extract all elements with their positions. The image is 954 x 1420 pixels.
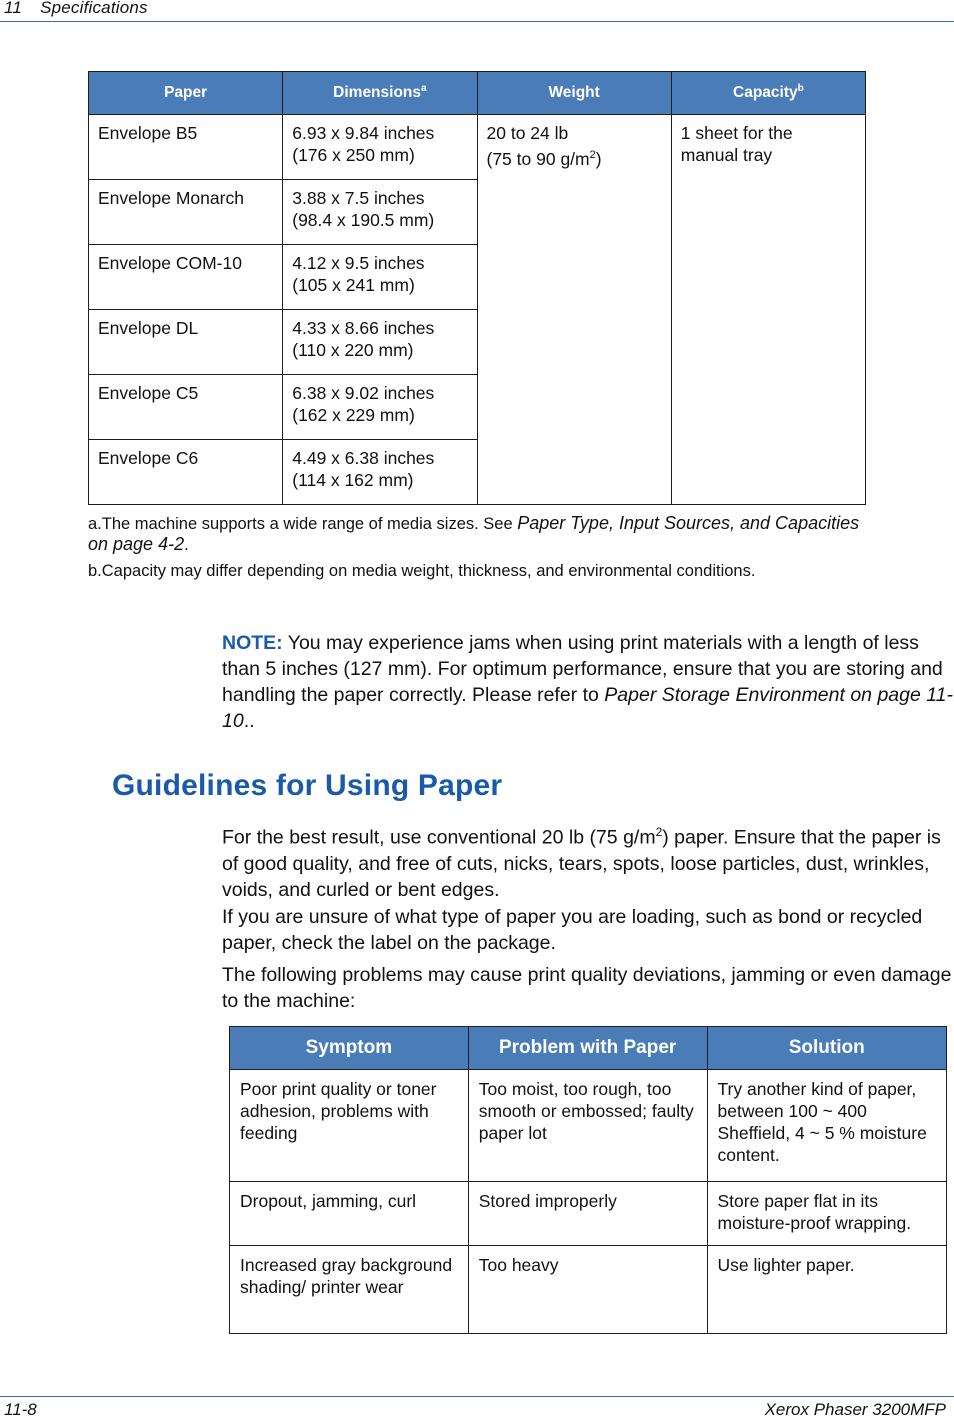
running-header — [4, 0, 166, 18]
symptom-table — [229, 1026, 947, 1334]
capacity-cell: 1 sheet for the manual tray — [671, 115, 865, 505]
symptom-cell: Increased gray background shading/ printer wear — [230, 1246, 469, 1334]
header-symptom: Symptom — [230, 1027, 469, 1070]
paragraph: The following problems may cause print quality deviations, jamming or even damage to the machine: — [222, 964, 952, 1012]
weight-cell: 20 to 24 lb (75 to 90 $g/m^2$) — [477, 115, 671, 505]
dimensions-cell: 4.33 x 8.66 inches (110 x 220 mm) — [283, 310, 477, 375]
envelope-spec-table — [88, 71, 866, 505]
paper-cell: Envelope Monarch — [89, 180, 283, 245]
chapter-number: 11 — [4, 0, 23, 17]
dimensions-cell: 4.12 x 9.5 inches (105 x 241 mm) — [283, 245, 477, 310]
problem-cell: Too moist, too rough, too smooth or embossed; faulty paper lot — [468, 1070, 707, 1182]
note-block: NOTE: You may experience jams when using print materials with a length of less than 5 inches (127 mm). For optimum performance, ensure that you are storing and handling the paper correctly. Please refer to Paper Storage Environment on page 11-10.. — [222, 632, 953, 732]
problem-cell: Stored improperly — [468, 1182, 707, 1246]
header-dimensions: Dimensions$^a$ — [283, 72, 477, 115]
footnote-a: a.The machine supports a wide range of media sizes. See Paper Type, Input Sources, and Capacities on page 4-2. — [88, 513, 860, 554]
paper-cell: Envelope DL — [89, 310, 283, 375]
symptom-cell: Poor print quality or toner adhesion, problems with feeding — [230, 1070, 469, 1182]
cross-reference-link[interactable]: Paper Type, Input Sources, and Capacities on page 4-2 — [88, 513, 860, 554]
cross-reference-link[interactable]: Paper Storage Environment on page 11-10 — [222, 684, 953, 732]
header-weight: Weight — [477, 72, 671, 115]
dimensions-cell: 3.88 x 7.5 inches (98.4 x 190.5 mm) — [283, 180, 477, 245]
paper-cell: Envelope C5 — [89, 375, 283, 440]
paragraph: For the best result, use conventional 20 lb (75 $g/m^2$) paper. Ensure that the paper is of good quality, and free of cuts, nicks, tears, spots, loose particles, dust, wrinkles, voids, and curled or bent edges. — [222, 825, 941, 901]
page-number: 11-8 — [4, 1400, 37, 1419]
product-name: Xerox Phaser 3200MFP — [764, 1400, 946, 1419]
problem-cell: Too heavy — [468, 1246, 707, 1334]
header-problem: Problem with Paper — [468, 1027, 707, 1070]
table-row — [230, 1070, 947, 1182]
dimensions-cell: 4.49 x 6.38 inches (114 x 162 mm) — [283, 440, 477, 505]
table-row — [89, 115, 866, 180]
header-capacity: Capacity$^b$ — [671, 72, 865, 115]
footnote-b: b.Capacity may differ depending on media weight, thickness, and environmental conditions. — [88, 562, 756, 580]
section-heading: Guidelines for Using Paper — [112, 769, 503, 802]
symptom-cell: Dropout, jamming, curl — [230, 1182, 469, 1246]
dimensions-cell: 6.38 x 9.02 inches (162 x 229 mm) — [283, 375, 477, 440]
solution-cell: Try another kind of paper, between 100 ~ 400 Sheffield, 4 ~ 5 % moisture content. — [707, 1070, 947, 1182]
table-row — [230, 1246, 947, 1334]
dimensions-cell: 6.93 x 9.84 inches (176 x 250 mm) — [283, 115, 477, 180]
header-solution: Solution — [707, 1027, 947, 1070]
note-label: NOTE: — [222, 632, 283, 654]
table-row — [230, 1182, 947, 1246]
paper-cell: Envelope COM-10 — [89, 245, 283, 310]
solution-cell: Store paper flat in its moisture-proof wrapping. — [707, 1182, 947, 1246]
header-paper: Paper — [89, 72, 283, 115]
header-rule — [0, 21, 954, 22]
footer-rule — [0, 1396, 954, 1397]
chapter-title: Specifications — [40, 0, 148, 17]
paper-cell: Envelope C6 — [89, 440, 283, 505]
paragraph: If you are unsure of what type of paper you are loading, such as bond or recycled paper, check the label on the package. — [222, 906, 923, 954]
solution-cell: Use lighter paper. — [707, 1246, 947, 1334]
paper-cell: Envelope B5 — [89, 115, 283, 180]
